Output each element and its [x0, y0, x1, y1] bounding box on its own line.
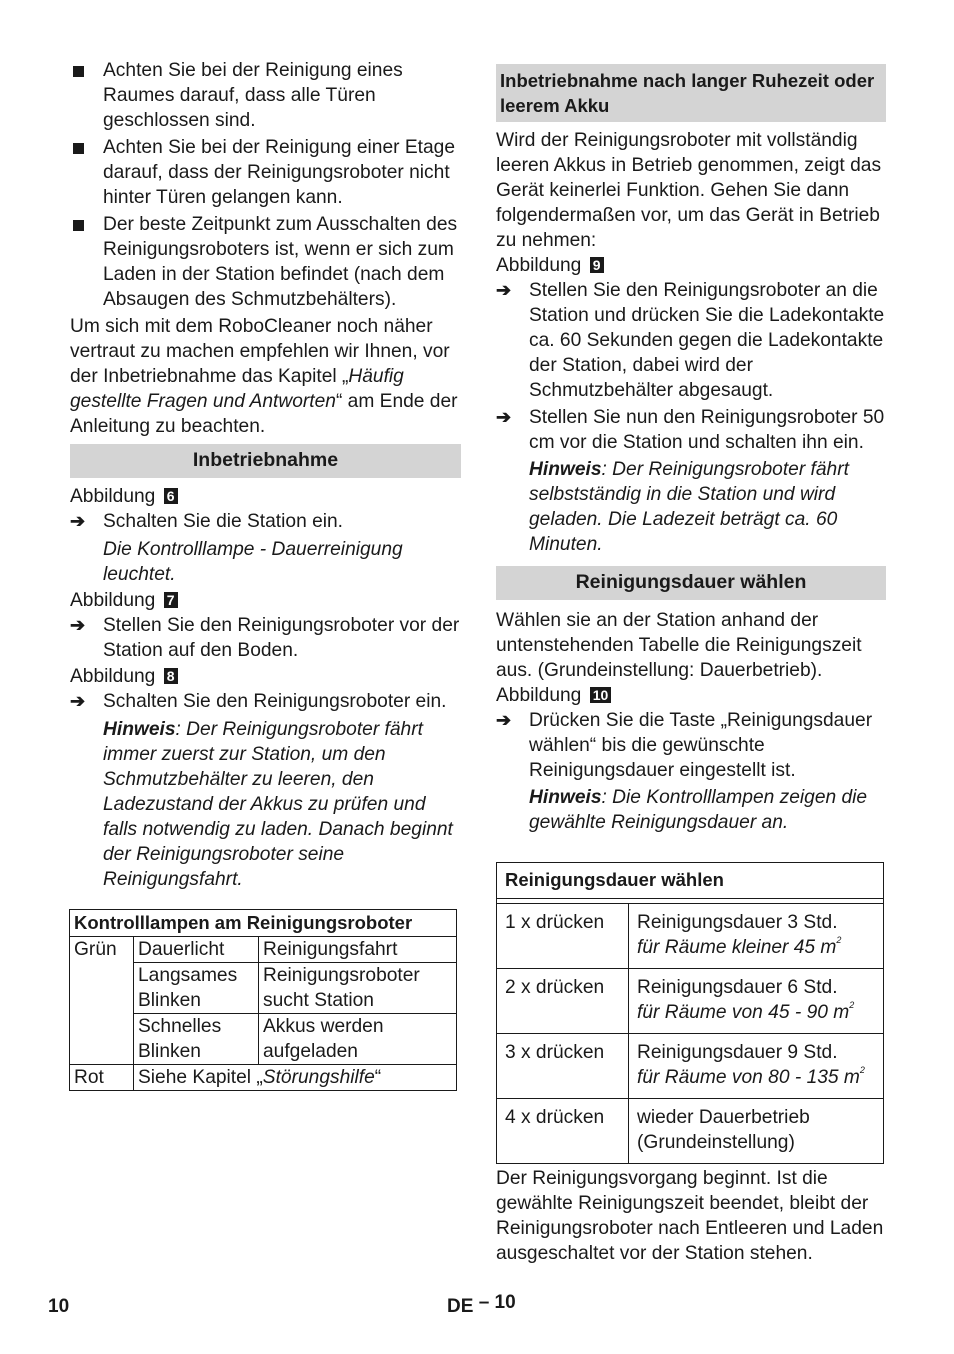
hint-label: Hinweis	[103, 719, 176, 740]
step-text: Schalten Sie die Station ein.	[103, 511, 344, 532]
press-count-cell: 1 x drücken	[497, 904, 629, 969]
list-item	[70, 135, 461, 210]
bullet-text: Achten Sie bei der Reinigung eines Raumes darauf, dass alle Türen geschlossen sind.	[103, 60, 403, 131]
room-size	[637, 935, 875, 960]
table-row	[497, 969, 884, 1034]
cell-text: Siehe Kapitel „	[138, 1067, 263, 1088]
section-heading: Inbetriebnahme	[70, 444, 461, 478]
arrow-right-icon: ➔	[70, 511, 86, 531]
lamp-color-cell: Grün	[70, 937, 134, 1065]
room-size-text: für Räume von 80 - 135 m	[637, 1067, 860, 1088]
lamp-color-cell: Rot	[70, 1065, 134, 1091]
instruction-step	[70, 689, 461, 714]
figure-number-badge: 8	[164, 668, 178, 684]
bullet-text: Achten Sie bei der Reinigung einer Etage darauf, dass der Reinigungsroboter nicht hinter Türen gelangen kann.	[103, 137, 456, 208]
hint-text: : Die Kontrolllampen zeigen die gewählte Reinigungsdauer an.	[529, 787, 868, 833]
figure-label: Abbildung	[496, 685, 582, 706]
figure-reference	[70, 484, 461, 509]
room-size	[637, 1065, 875, 1090]
indicator-lamps-table	[69, 909, 457, 1091]
bullet-icon	[70, 212, 103, 312]
instruction-step	[496, 278, 886, 403]
step-note: Die Kontrolllampe - Dauerreinigung leuchtet.	[103, 539, 403, 585]
press-count-cell: 3 x drücken	[497, 1034, 629, 1099]
right-column	[496, 64, 886, 1266]
bullet-icon	[70, 135, 103, 210]
arrow-right-icon: ➔	[496, 280, 512, 300]
duration-cell	[629, 1034, 884, 1099]
room-size-text: für Räume von 45 - 90 m	[637, 1002, 850, 1023]
figure-reference	[70, 664, 461, 689]
cell-text: “	[374, 1067, 382, 1088]
figure-number-badge: 10	[590, 687, 612, 703]
intro-text: “ am Ende der Anleitung zu beachten.	[70, 391, 458, 437]
figure-label: Abbildung	[70, 590, 156, 611]
lamp-meaning-cell: Akkus werden aufgeladen	[259, 1014, 457, 1065]
chapter-reference[interactable]: Häufig gestellte Fragen und Antworten	[70, 366, 404, 412]
language-code: DE	[447, 1296, 474, 1317]
page-number: 10	[494, 1292, 516, 1313]
instruction-step	[70, 509, 461, 534]
table-title: Kontrolllampen am Reinigungsroboter	[70, 910, 457, 937]
figure-label: Abbildung	[70, 486, 156, 507]
hint-paragraph	[496, 457, 886, 557]
duration-text: Reinigungsdauer 3 Std.	[637, 912, 838, 933]
instruction-step	[496, 708, 886, 783]
duration-text: Reinigungsdauer 6 Std.	[637, 977, 838, 998]
lamp-meaning-cell	[134, 1065, 457, 1091]
page-footer-label	[447, 1292, 516, 1318]
figure-number-badge: 6	[164, 488, 178, 504]
intro-paragraph	[70, 314, 461, 439]
table-row	[497, 1099, 884, 1164]
duration-cell	[629, 969, 884, 1034]
figure-number-badge: 9	[590, 257, 604, 273]
press-count-cell: 4 x drücken	[497, 1099, 629, 1164]
duration-text: wieder Dauerbetrieb (Grundeinstellung)	[637, 1107, 810, 1153]
table-title: Reinigungsdauer wählen	[497, 863, 884, 899]
intro-text: Um sich mit dem RoboCleaner noch näher vertraut zu machen empfehlen wir Ihnen, vor der Inbetriebnahme das Kapitel „	[70, 316, 450, 387]
step-text: Schalten Sie den Reinigungsroboter ein.	[103, 691, 447, 712]
bullet-icon	[70, 58, 103, 133]
lamp-mode-cell: Langsames Blinken	[134, 963, 259, 1014]
bullet-text: Der beste Zeitpunkt zum Ausschalten des Reinigungsroboters ist, wenn er sich zum Laden in der Station befindet (nach dem Absaugen des Schmutzbehälters).	[103, 214, 458, 310]
left-column	[70, 58, 461, 1091]
table-row	[497, 904, 884, 969]
duration-text: Reinigungsdauer 9 Std.	[637, 1042, 838, 1063]
hint-paragraph	[70, 717, 461, 892]
subsection-heading: Inbetriebnahme nach langer Ruhezeit oder leerem Akku	[496, 64, 886, 122]
figure-reference	[70, 588, 461, 613]
room-size-text: für Räume kleiner 45 m	[637, 937, 837, 958]
table-header-row	[70, 910, 457, 937]
hint-paragraph	[496, 785, 886, 835]
arrow-right-icon: ➔	[70, 615, 86, 635]
superscript: 2	[849, 1000, 855, 1010]
step-text: Drücken Sie die Taste „Reinigungsdauer wählen“ bis die gewünschte Reinigungsdauer eingestellt ist.	[529, 710, 873, 781]
arrow-right-icon: ➔	[70, 691, 86, 711]
table-row	[70, 937, 457, 963]
step-text: Stellen Sie den Reinigungsroboter vor der Station auf den Boden.	[103, 615, 460, 661]
page-number: 10	[48, 1296, 70, 1317]
table-header-row	[497, 863, 884, 899]
hint-text: : Der Reinigungsroboter fährt selbstständig in die Station und wird geladen. Die Ladezeit beträgt ca. 60 Minuten.	[529, 459, 849, 555]
lamp-meaning-cell: Reinigungsfahrt	[259, 937, 457, 963]
cleaning-duration-table	[496, 862, 884, 1164]
footer-dash: –	[478, 1292, 490, 1313]
instruction-step	[70, 613, 461, 663]
instruction-step	[496, 405, 886, 455]
figure-label: Abbildung	[496, 255, 582, 276]
duration-cell	[629, 1099, 884, 1164]
paragraph: Wird der Reinigungsroboter mit vollständig leeren Akkus in Betrieb genommen, zeigt das Gerät keinerlei Funktion. Gehen Sie dann folgendermaßen vor, um das Gerät in Betrieb zu nehmen:	[496, 130, 882, 251]
lamp-mode-cell: Dauerlicht	[134, 937, 259, 963]
arrow-right-icon: ➔	[496, 407, 512, 427]
chapter-reference[interactable]: Störungshilfe	[262, 1067, 375, 1088]
figure-reference	[496, 253, 886, 278]
figure-reference	[496, 683, 886, 708]
table-row	[70, 1065, 457, 1091]
list-item	[70, 212, 461, 312]
duration-cell	[629, 904, 884, 969]
paragraph: Der Reinigungsvorgang beginnt. Ist die gewählte Reinigungszeit beendet, bleibt der Reinigungsroboter nach Entleeren und Laden ausgeschaltet vor der Station stehen.	[496, 1168, 884, 1264]
lamp-mode-cell: Schnelles Blinken	[134, 1014, 259, 1065]
lamp-meaning-cell: Reinigungsroboter sucht Station	[259, 963, 457, 1014]
room-size	[637, 1000, 875, 1025]
superscript: 2	[836, 935, 842, 945]
superscript: 2	[859, 1065, 865, 1075]
table-row	[497, 1034, 884, 1099]
hint-label: Hinweis	[529, 459, 602, 480]
hint-text: : Der Reinigungsroboter fährt immer zuerst zur Station, um den Schmutzbehälter zu leeren, den Ladezustand der Akkus zu prüfen und falls notwendig zu laden. Danach beginnt der Reinigungsroboter seine Reinigungsfahrt.	[103, 719, 453, 890]
paragraph: Wählen sie an der Station anhand der untenstehenden Tabelle die Reinigungszeit aus. (Grundeinstellung: Dauerbetrieb).	[496, 610, 862, 681]
hint-label: Hinweis	[529, 787, 602, 808]
list-item	[70, 58, 461, 133]
figure-label: Abbildung	[70, 666, 156, 687]
arrow-right-icon: ➔	[496, 710, 512, 730]
step-text: Stellen Sie nun den Reinigungsroboter 50 cm vor die Station und schalten ihn ein.	[529, 407, 885, 453]
figure-number-badge: 7	[164, 592, 178, 608]
section-heading: Reinigungsdauer wählen	[496, 566, 886, 600]
press-count-cell: 2 x drücken	[497, 969, 629, 1034]
step-text: Stellen Sie den Reinigungsroboter an die Station und drücken Sie die Ladekontakte ca. 60 Sekunden gegen die Ladekontakte der Station, dabei wird der Schmutzbehälter abgesaugt.	[529, 280, 885, 401]
